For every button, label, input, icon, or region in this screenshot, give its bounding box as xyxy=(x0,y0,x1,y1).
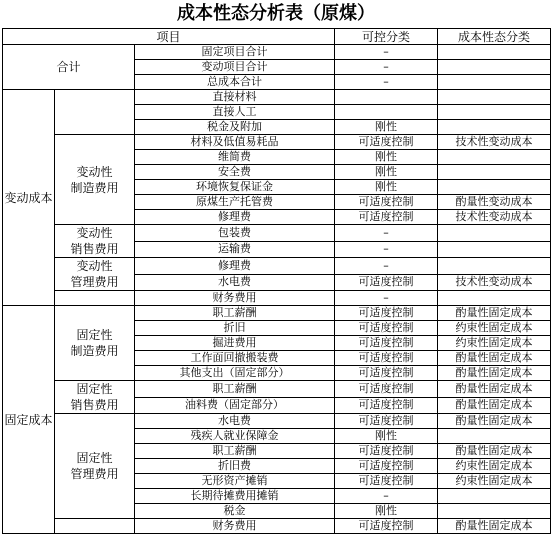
group-var-mgmt: 变动性 管理费用 xyxy=(55,258,135,291)
table-row xyxy=(3,135,551,150)
row-item: 财务费用 xyxy=(135,291,335,306)
row-item: 运输费 xyxy=(135,241,335,258)
row-controllability: – xyxy=(335,258,438,275)
row-behavior: 酌量性固定成本 xyxy=(438,414,551,429)
row-item: 油料费（固定部分） xyxy=(135,397,335,414)
header-item: 项目 xyxy=(3,29,335,45)
row-behavior xyxy=(438,429,551,444)
row-behavior xyxy=(438,291,551,306)
row-controllability: 可适度控制 xyxy=(335,474,438,489)
row-behavior xyxy=(438,504,551,519)
row-controllability xyxy=(335,105,438,120)
row-controllability: – xyxy=(335,45,438,60)
cost-behavior-table xyxy=(2,28,551,534)
row-behavior: 酌量性固定成本 xyxy=(438,366,551,381)
group-var-mfg: 变动性 制造费用 xyxy=(55,135,135,225)
row-behavior xyxy=(438,120,551,135)
row-controllability: – xyxy=(335,225,438,242)
row-item: 职工薪酬 xyxy=(135,381,335,398)
row-controllability: 刚性 xyxy=(335,504,438,519)
row-controllability xyxy=(335,90,438,105)
row-controllability: 刚性 xyxy=(335,120,438,135)
row-behavior xyxy=(438,150,551,165)
row-controllability: 可适度控制 xyxy=(335,351,438,366)
table-row xyxy=(3,414,551,429)
row-item: 无形资产摊销 xyxy=(135,474,335,489)
row-behavior: 技术性变动成本 xyxy=(438,135,551,150)
spacer-cell xyxy=(55,291,135,306)
row-controllability: 可适度控制 xyxy=(335,381,438,398)
row-item: 掘进费用 xyxy=(135,336,335,351)
row-behavior xyxy=(438,258,551,275)
header-controllability: 可控分类 xyxy=(335,29,438,45)
row-behavior xyxy=(438,60,551,75)
header-behavior: 成本性态分类 xyxy=(438,29,551,45)
row-behavior: 酌量性固定成本 xyxy=(438,397,551,414)
row-controllability: 可适度控制 xyxy=(335,459,438,474)
row-item: 职工薪酬 xyxy=(135,444,335,459)
spacer-cell xyxy=(55,90,135,135)
row-item: 财务费用 xyxy=(135,519,335,534)
row-item: 直接材料 xyxy=(135,90,335,105)
row-controllability: 可适度控制 xyxy=(335,135,438,150)
row-behavior: 酌量性固定成本 xyxy=(438,519,551,534)
row-controllability: – xyxy=(335,75,438,90)
row-behavior xyxy=(438,180,551,195)
row-behavior: 技术性变动成本 xyxy=(438,274,551,291)
group-fixed-cost: 固定成本 xyxy=(3,306,55,534)
row-item: 长期待摊费用摊销 xyxy=(135,489,335,504)
spacer-cell xyxy=(55,519,135,534)
row-controllability: 可适度控制 xyxy=(335,321,438,336)
row-item: 原煤生产托管费 xyxy=(135,195,335,210)
row-behavior: 约束性固定成本 xyxy=(438,321,551,336)
row-controllability: 可适度控制 xyxy=(335,336,438,351)
row-behavior xyxy=(438,105,551,120)
row-behavior xyxy=(438,45,551,60)
row-controllability: 可适度控制 xyxy=(335,274,438,291)
row-behavior: 约束性固定成本 xyxy=(438,336,551,351)
row-controllability: 可适度控制 xyxy=(335,366,438,381)
row-item: 税金 xyxy=(135,504,335,519)
row-item: 环境恢复保证金 xyxy=(135,180,335,195)
row-behavior xyxy=(438,489,551,504)
row-item: 其他支出（固定部分） xyxy=(135,366,335,381)
group-fix-mfg: 固定性 制造费用 xyxy=(55,306,135,381)
row-controllability: 刚性 xyxy=(335,429,438,444)
table-row xyxy=(3,258,551,275)
row-item: 安全费 xyxy=(135,165,335,180)
row-behavior: 酌量性变动成本 xyxy=(438,195,551,210)
table-row xyxy=(3,519,551,534)
row-item: 修理费 xyxy=(135,258,335,275)
group-fix-mgmt: 固定性 管理费用 xyxy=(55,414,135,519)
row-item: 水电费 xyxy=(135,414,335,429)
row-item: 修理费 xyxy=(135,210,335,225)
row-controllability: 可适度控制 xyxy=(335,414,438,429)
group-var-sales: 变动性 销售费用 xyxy=(55,225,135,258)
row-controllability: 可适度控制 xyxy=(335,210,438,225)
table-row xyxy=(3,381,551,398)
row-controllability: 可适度控制 xyxy=(335,444,438,459)
row-item: 水电费 xyxy=(135,274,335,291)
row-controllability: 可适度控制 xyxy=(335,195,438,210)
row-item: 总成本合计 xyxy=(135,75,335,90)
row-item: 直接人工 xyxy=(135,105,335,120)
header-row xyxy=(3,29,551,45)
row-item: 材料及低值易耗品 xyxy=(135,135,335,150)
row-controllability: – xyxy=(335,60,438,75)
table-title: 成本性态分析表（原煤） xyxy=(177,3,375,24)
row-controllability: – xyxy=(335,241,438,258)
row-behavior: 酌量性固定成本 xyxy=(438,306,551,321)
row-item: 职工薪酬 xyxy=(135,306,335,321)
row-item: 维简费 xyxy=(135,150,335,165)
row-behavior xyxy=(438,75,551,90)
row-behavior: 技术性变动成本 xyxy=(438,210,551,225)
row-behavior xyxy=(438,165,551,180)
table-row xyxy=(3,90,551,105)
row-item: 固定项目合计 xyxy=(135,45,335,60)
table-row xyxy=(3,291,551,306)
row-item: 折旧费 xyxy=(135,459,335,474)
row-item: 变动项目合计 xyxy=(135,60,335,75)
row-item: 包装费 xyxy=(135,225,335,242)
row-item: 工作面回撤搬装费 xyxy=(135,351,335,366)
row-behavior: 约束性固定成本 xyxy=(438,459,551,474)
row-controllability: 可适度控制 xyxy=(335,397,438,414)
row-controllability: – xyxy=(335,489,438,504)
table-row xyxy=(3,225,551,242)
row-controllability: 刚性 xyxy=(335,165,438,180)
group-variable-cost: 变动成本 xyxy=(3,90,55,306)
group-fix-sales: 固定性 销售费用 xyxy=(55,381,135,414)
group-total: 合计 xyxy=(3,45,135,90)
row-behavior xyxy=(438,241,551,258)
row-controllability: 刚性 xyxy=(335,150,438,165)
row-behavior xyxy=(438,90,551,105)
row-item: 税金及附加 xyxy=(135,120,335,135)
row-controllability: 刚性 xyxy=(335,180,438,195)
row-item: 折旧 xyxy=(135,321,335,336)
row-item: 残疾人就业保障金 xyxy=(135,429,335,444)
row-controllability: 可适度控制 xyxy=(335,519,438,534)
row-behavior: 酌量性固定成本 xyxy=(438,444,551,459)
row-controllability: 可适度控制 xyxy=(335,306,438,321)
row-behavior: 酌量性固定成本 xyxy=(438,351,551,366)
row-controllability: – xyxy=(335,291,438,306)
table-row xyxy=(3,45,551,60)
table-row xyxy=(3,306,551,321)
row-behavior: 酌量性固定成本 xyxy=(438,381,551,398)
row-behavior xyxy=(438,225,551,242)
row-behavior: 约束性固定成本 xyxy=(438,474,551,489)
